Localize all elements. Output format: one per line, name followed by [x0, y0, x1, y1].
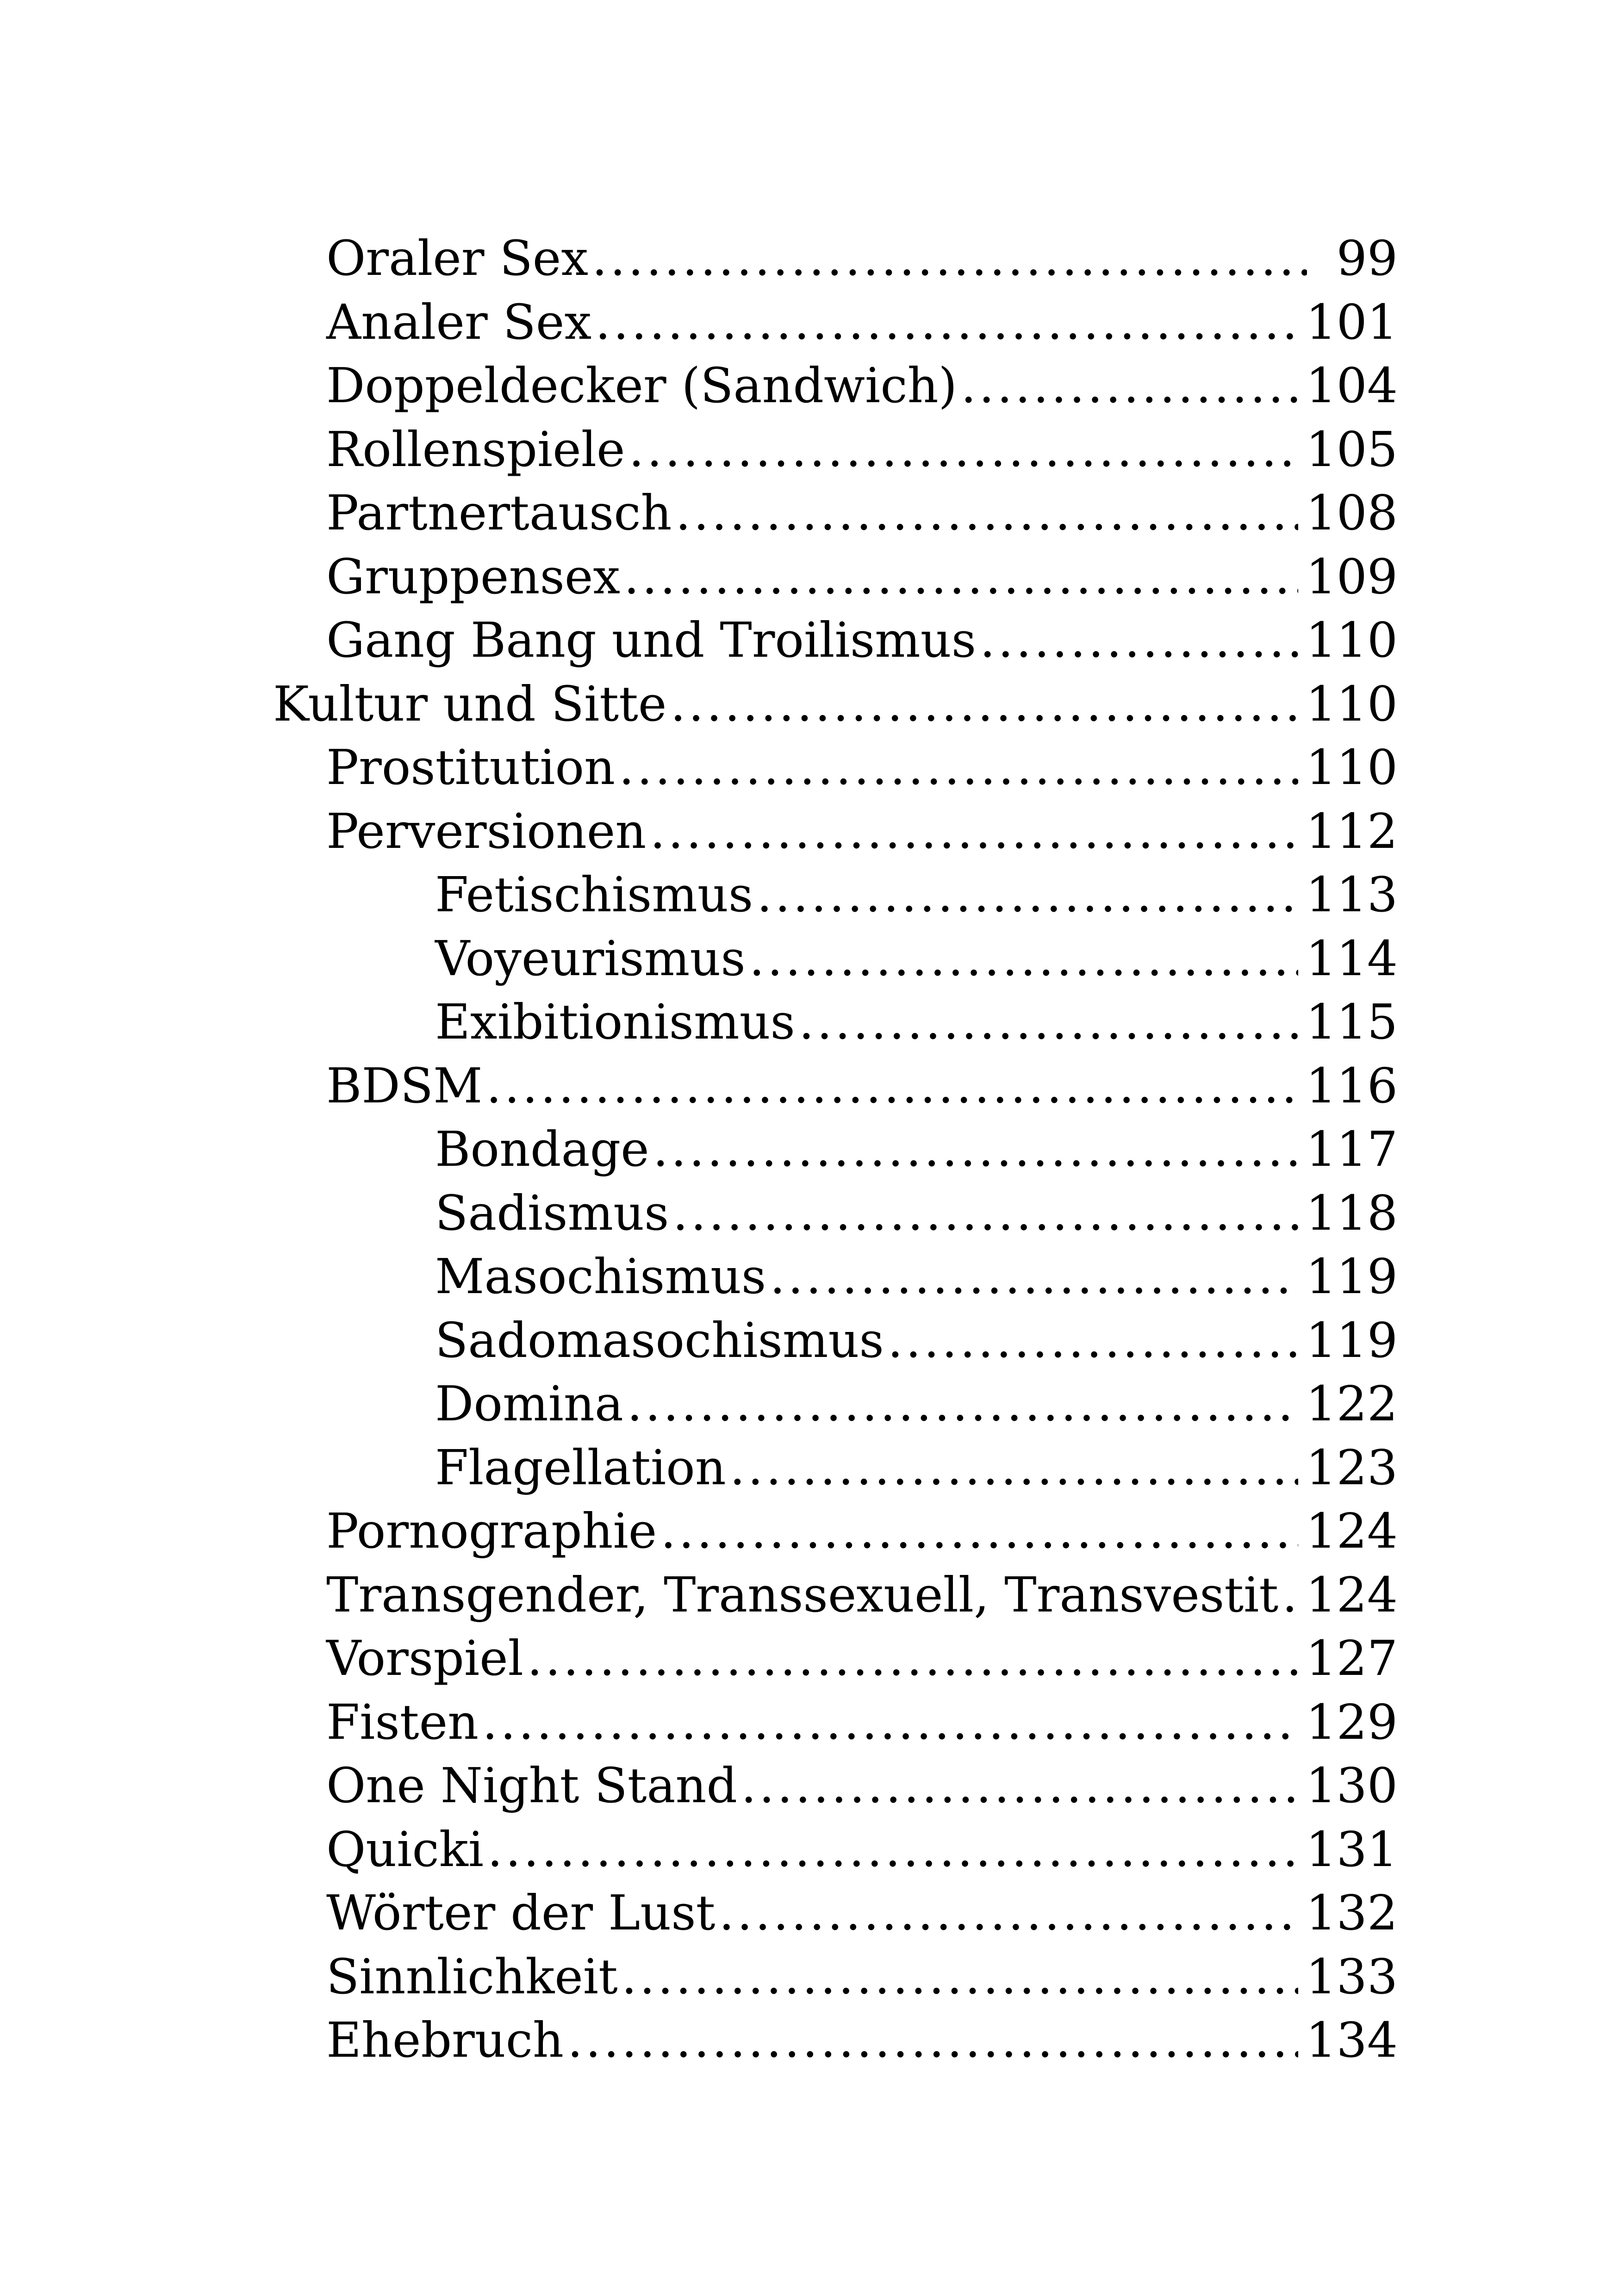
- toc-entry-page-number: 105: [1306, 421, 1398, 478]
- toc-dot-leader: [650, 800, 1298, 864]
- toc-entry: [273, 1054, 1398, 1118]
- toc-entry-page-number: 133: [1306, 1948, 1398, 2005]
- toc-entry-page-number: 114: [1306, 930, 1398, 987]
- toc-entry-page-number: 113: [1306, 866, 1398, 923]
- toc-dot-leader: [749, 927, 1299, 991]
- toc-entry: [273, 1372, 1398, 1436]
- toc-entry-page-number: 122: [1306, 1375, 1398, 1432]
- toc-entry-title: Perversionen: [326, 803, 647, 859]
- toc-entry-title: Wörter der Lust: [326, 1885, 716, 1941]
- toc-entry-title: BDSM: [326, 1057, 483, 1114]
- toc-entry-page-number: 109: [1306, 548, 1398, 605]
- toc-entry-page-number: 115: [1306, 994, 1398, 1050]
- toc-entry-page-number: 119: [1306, 1248, 1398, 1305]
- toc-entry-page-number: 116: [1306, 1057, 1398, 1114]
- toc-entry-page-number: 110: [1306, 739, 1398, 796]
- toc-entry-page-number: 130: [1306, 1757, 1398, 1814]
- toc-entry: [273, 227, 1398, 291]
- toc-entry-title: Ehebruch: [326, 2012, 564, 2068]
- toc-entry-title: Quicki: [326, 1821, 484, 1878]
- toc-entry: [273, 418, 1398, 482]
- toc-entry-title: Sadismus: [435, 1184, 669, 1241]
- toc-entry-title: Fetischismus: [435, 866, 753, 923]
- toc-entry-title: Masochismus: [435, 1248, 766, 1305]
- toc-entry: [273, 1563, 1398, 1627]
- toc-dot-leader: [653, 1118, 1299, 1182]
- toc-entry: [273, 1436, 1398, 1500]
- toc-dot-leader: [719, 1881, 1298, 1945]
- toc-dot-leader: [592, 227, 1307, 291]
- toc-entry-title: Sadomasochismus: [435, 1312, 884, 1369]
- toc-entry: [273, 1245, 1398, 1309]
- toc-entry-title: Voyeurismus: [435, 930, 746, 987]
- toc-entry-page-number: 119: [1306, 1312, 1398, 1369]
- toc-dot-leader: [527, 1627, 1299, 1691]
- toc-dot-leader: [799, 990, 1299, 1054]
- toc-entry: [273, 990, 1398, 1054]
- toc-entry: [273, 1309, 1398, 1373]
- toc-dot-leader: [961, 354, 1298, 418]
- toc-dot-leader: [622, 1945, 1299, 2009]
- toc-entry-title: Rollenspiele: [326, 421, 625, 478]
- toc-entry: [273, 1945, 1398, 2009]
- toc-dot-leader: [627, 1372, 1299, 1436]
- toc-entry-title: Doppeldecker (Sandwich): [326, 357, 958, 414]
- toc-entry-title: Exibitionismus: [435, 994, 795, 1050]
- toc-entry-page-number: 129: [1306, 1693, 1398, 1750]
- toc-entry-page-number: 134: [1306, 2012, 1398, 2068]
- toc-entry: [273, 1118, 1398, 1182]
- toc-dot-leader: [670, 672, 1298, 736]
- toc-dot-leader: [741, 1754, 1298, 1818]
- toc-dot-leader: [595, 291, 1298, 355]
- toc-entry-title: Bondage: [435, 1121, 649, 1177]
- toc-entry-title: Analer Sex: [326, 293, 592, 350]
- toc-entry-page-number: 110: [1306, 675, 1398, 732]
- toc-entry-title: Prostitution: [326, 739, 616, 796]
- toc-entry-page-number: 117: [1306, 1121, 1398, 1177]
- toc-dot-leader: [672, 1182, 1298, 1245]
- toc-entry-title: Gang Bang und Troilismus: [326, 612, 977, 668]
- toc-entry-title: Oraler Sex: [326, 230, 589, 286]
- toc-entry-title: Transgender, Transsexuell, Transvestit: [326, 1566, 1279, 1623]
- toc-entry-title: Domina: [435, 1375, 623, 1432]
- toc-entry: [273, 481, 1398, 545]
- toc-entry: [273, 800, 1398, 864]
- toc-entry-title: Flagellation: [435, 1439, 726, 1496]
- toc-entry-page-number: 123: [1306, 1439, 1398, 1496]
- toc-dot-leader: [1282, 1563, 1298, 1627]
- toc-entry-title: One Night Stand: [326, 1757, 738, 1814]
- toc-entry: [273, 1182, 1398, 1245]
- toc-entry-page-number: 131: [1306, 1821, 1398, 1878]
- toc-entry: [273, 1754, 1398, 1818]
- toc-entry: [273, 927, 1398, 991]
- toc-entry-page-number: 124: [1306, 1503, 1398, 1559]
- toc-dot-leader: [567, 2009, 1299, 2072]
- toc-dot-leader: [660, 1500, 1298, 1563]
- toc-entry-page-number: 112: [1306, 803, 1398, 859]
- toc-entry-title: Vorspiel: [326, 1630, 523, 1686]
- toc-entry-page-number: 132: [1306, 1885, 1398, 1941]
- toc-entry: [273, 1881, 1398, 1945]
- toc-entry: [273, 672, 1398, 736]
- toc-entry: [273, 736, 1398, 800]
- toc-entry: [273, 863, 1398, 927]
- toc-dot-leader: [629, 418, 1299, 482]
- toc-entry-page-number: 101: [1306, 293, 1398, 350]
- toc-dot-leader: [888, 1309, 1299, 1373]
- toc-entry-title: Gruppensex: [326, 548, 621, 605]
- toc-entry-title: Sinnlichkeit: [326, 1948, 618, 2005]
- toc-dot-leader: [487, 1818, 1298, 1882]
- toc-entry-title: Pornographie: [326, 1503, 657, 1559]
- table-of-contents: [273, 227, 1398, 2072]
- toc-entry: [273, 291, 1398, 355]
- toc-dot-leader: [619, 736, 1298, 800]
- toc-entry-page-number: 104: [1306, 357, 1398, 414]
- toc-entry-page-number: 124: [1306, 1566, 1398, 1623]
- toc-entry: [273, 1627, 1398, 1691]
- toc-entry-page-number: 99: [1336, 230, 1398, 286]
- toc-entry-title: Kultur und Sitte: [273, 675, 667, 732]
- toc-entry: [273, 1500, 1398, 1563]
- toc-dot-leader: [730, 1436, 1299, 1500]
- toc-entry: [273, 1691, 1398, 1755]
- toc-entry-page-number: 118: [1306, 1184, 1398, 1241]
- toc-entry-page-number: 127: [1306, 1630, 1398, 1686]
- toc-entry: [273, 354, 1398, 418]
- toc-dot-leader: [980, 609, 1298, 672]
- toc-dot-leader: [482, 1691, 1298, 1755]
- toc-dot-leader: [757, 863, 1298, 927]
- toc-entry: [273, 1818, 1398, 1882]
- toc-entry: [273, 2009, 1398, 2072]
- toc-entry-page-number: 110: [1306, 612, 1398, 668]
- toc-dot-leader: [624, 545, 1298, 609]
- toc-dot-leader: [675, 481, 1298, 545]
- toc-dot-leader: [486, 1054, 1299, 1118]
- toc-entry: [273, 545, 1398, 609]
- toc-entry-title: Fisten: [326, 1693, 479, 1750]
- toc-entry-page-number: 108: [1306, 485, 1398, 541]
- toc-entry: [273, 609, 1398, 672]
- toc-entry-title: Partnertausch: [326, 485, 672, 541]
- toc-dot-leader: [770, 1245, 1298, 1309]
